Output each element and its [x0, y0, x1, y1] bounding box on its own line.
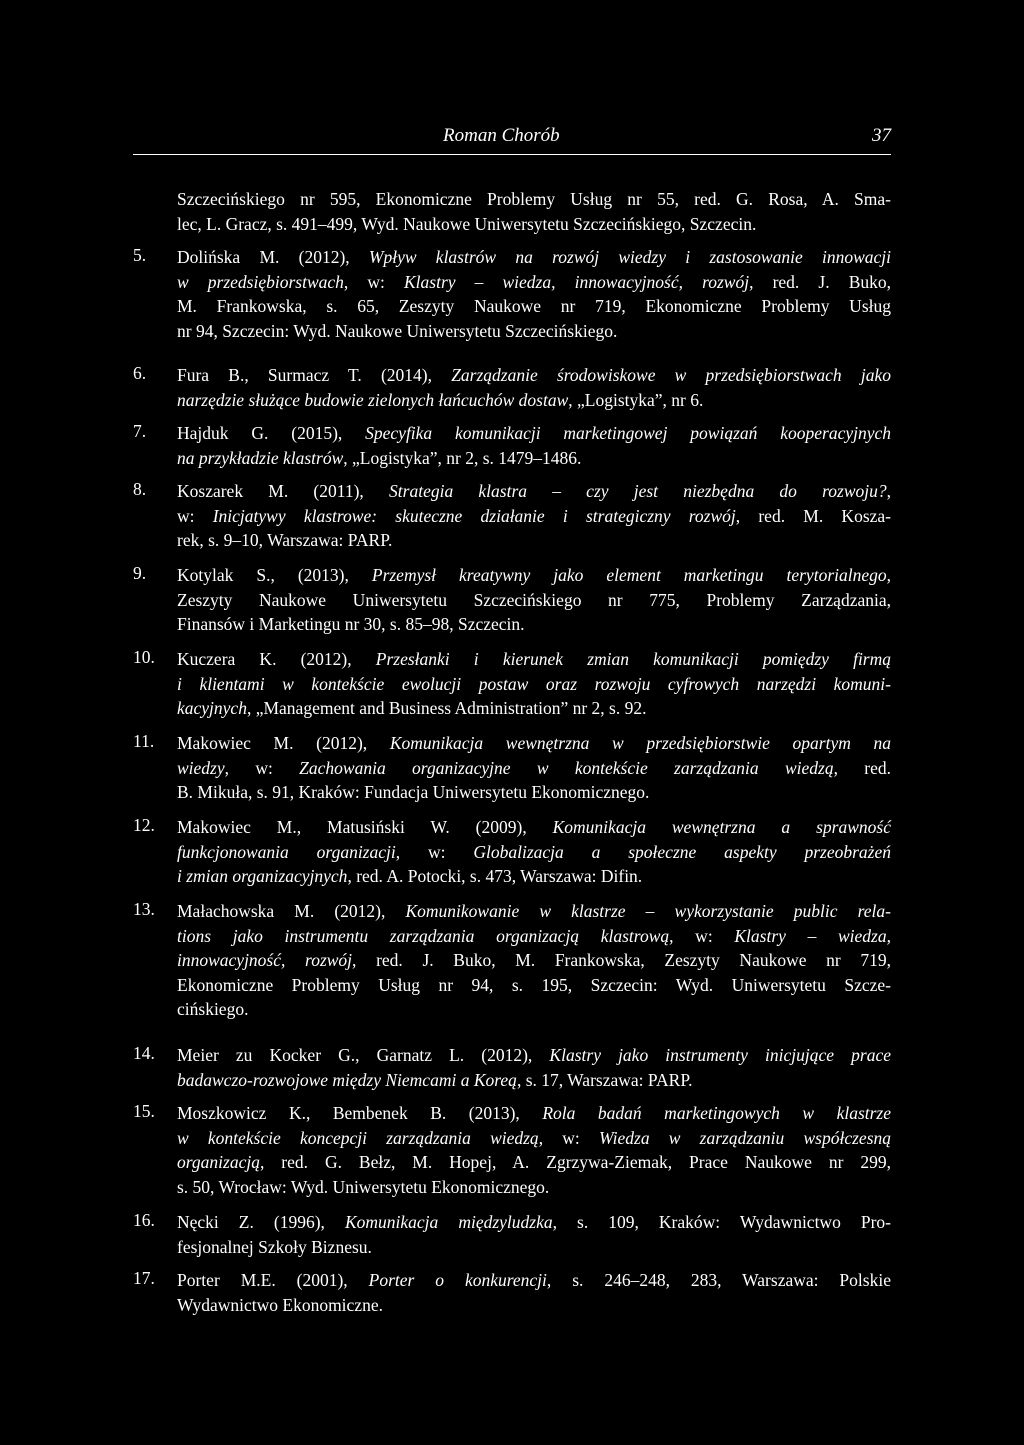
reference-plain-text: fesjonalnej Szkoły Biznesu. [177, 1236, 372, 1257]
reference-plain-text: , w: [669, 925, 735, 946]
reference-plain-text: , w: [395, 841, 474, 862]
reference-text [177, 187, 891, 236]
reference-title-text: funkcjonowania organizacji [177, 841, 396, 862]
reference-text [177, 899, 891, 1022]
reference-title-text: wiedzy [177, 757, 225, 778]
reference-title-text: Wiedza w zarządzaniu współczesną [599, 1127, 892, 1148]
reference-text [177, 363, 891, 412]
reference-line [177, 588, 891, 613]
reference-number: 8. [133, 479, 147, 499]
reference-title-text: badawczo-rozwojowe między Niemcami a Koreą [177, 1069, 517, 1090]
reference-line [177, 294, 891, 319]
reference-title-text: w kontekście koncepcji zarządzania wiedzą [177, 1127, 539, 1148]
reference-line [177, 1126, 891, 1151]
reference-text [177, 1268, 891, 1317]
reference-line [177, 421, 891, 446]
reference-plain-text: , s. 246–248, 283, Warszawa: Polskie [546, 1270, 891, 1290]
reference-line [177, 1293, 891, 1318]
reference-line [177, 563, 891, 588]
reference-text [177, 731, 891, 805]
reference-title-text: Porter o konkurencji [368, 1270, 547, 1290]
reference-line [177, 479, 891, 504]
reference-number: 7. [133, 421, 147, 441]
reference-number: 17. [133, 1268, 155, 1288]
reference-title-text: Zachowania organizacyjne w kontekście zarządzania wiedzą [299, 757, 834, 778]
reference-text [177, 647, 891, 721]
reference-line [177, 973, 891, 998]
reference-plain-text: Fura B., Surmacz T. (2014), [177, 365, 452, 385]
reference-line [177, 1175, 891, 1200]
reference-line [177, 504, 891, 529]
reference-plain-text: , [886, 481, 891, 501]
reference-plain-text: , w: [538, 1127, 600, 1148]
reference-title-text: na przykładzie klastrów [177, 447, 344, 468]
reference-title-text: i zmian organizacyjnych [177, 866, 348, 887]
running-header-author: Roman Chorób [443, 125, 560, 146]
reference-plain-text: , s. 109, Kraków: Wydawnictwo Pro- [552, 1212, 891, 1232]
reference-title-text: Przemysł kreatywny jako element marketingu terytorialnego [371, 565, 887, 585]
reference-title-text: i klientami w kontekście ewolucji postaw oraz rozwoju cyfrowych narzędzi komuni- [177, 673, 891, 694]
reference-title-text: w przedsiębiorstwach [177, 271, 344, 292]
reference-line [177, 446, 891, 471]
reference-line [177, 319, 891, 344]
reference-plain-text: cińskiego. [177, 999, 249, 1020]
reference-text [177, 815, 891, 889]
reference-line [177, 1235, 891, 1260]
reference-title-text: Globalizacja a społeczne aspekty przeobrażeń [473, 841, 891, 862]
reference-plain-text: , red. G. Bełz, M. Hopej, A. Zgrzywa-Ziemak, Prace Naukowe nr 299, [259, 1152, 891, 1173]
reference-line [177, 756, 891, 781]
reference-number: 15. [133, 1101, 155, 1121]
reference-plain-text: rek, s. 9–10, Warszawa: PARP. [177, 530, 393, 551]
reference-plain-text: Dolińska M. (2012), [177, 247, 369, 267]
reference-line [177, 647, 891, 672]
reference-line [177, 1068, 891, 1093]
reference-title-text: tions jako instrumentu zarządzania organizacją klastrową [177, 925, 670, 946]
reference-title-text: Komunikowanie w klastrze – wykorzystanie public rela- [405, 901, 891, 921]
reference-line [177, 997, 891, 1022]
reference-plain-text: , „Logistyka”, nr 2, s. 1479–1486. [343, 447, 582, 468]
reference-title-text: Wpływ klastrów na rozwój wiedzy i zastosowanie innowacji [368, 247, 891, 267]
reference-number: 10. [133, 647, 155, 667]
reference-number: 11. [133, 731, 155, 751]
reference-number: 6. [133, 363, 147, 383]
reference-title-text: Specyfika komunikacji marketingowej powiązań kooperacyjnych [365, 423, 892, 443]
reference-plain-text: Makowiec M. (2012), [177, 733, 390, 753]
reference-title-text: Klastry jako instrumenty inicjujące prace [549, 1045, 891, 1065]
reference-plain-text: , w: [343, 271, 404, 292]
reference-number: 16. [133, 1210, 155, 1230]
reference-plain-text: Małachowska M. (2012), [177, 901, 406, 921]
reference-plain-text: , red. J. Buko, M. Frankowska, Zeszyty Naukowe nr 719, [352, 950, 892, 971]
reference-line [177, 212, 891, 237]
reference-line [177, 731, 891, 756]
reference-line [177, 612, 891, 637]
reference-line [177, 363, 891, 388]
running-header [133, 124, 891, 155]
reference-line [177, 696, 891, 721]
reference-line [177, 528, 891, 553]
reference-plain-text: Nęcki Z. (1996), [177, 1212, 345, 1232]
reference-text [177, 479, 891, 553]
reference-plain-text: , red. A. Potocki, s. 473, Warszawa: Difin. [347, 866, 643, 887]
reference-plain-text: B. Mikuła, s. 91, Kraków: Fundacja Uniwersytetu Ekonomicznego. [177, 782, 650, 803]
reference-number: 13. [133, 899, 155, 919]
reference-text [177, 1043, 891, 1092]
reference-title-text: narzędzie służące budowie zielonych łańcuchów dostaw [177, 389, 569, 410]
reference-title-text: innowacyjność, rozwój [177, 950, 353, 971]
reference-plain-text: Porter M.E. (2001), [177, 1270, 369, 1290]
page-number: 37 [872, 125, 891, 146]
reference-line [177, 1150, 891, 1175]
reference-line [177, 672, 891, 697]
reference-plain-text: , w: [224, 757, 300, 778]
reference-line [177, 780, 891, 805]
reference-line [177, 270, 891, 295]
reference-plain-text: Kuczera K. (2012), [177, 649, 376, 669]
reference-title-text: Komunikacja wewnętrzna a sprawność [552, 817, 891, 837]
reference-line [177, 388, 891, 413]
reference-line [177, 1101, 891, 1126]
reference-plain-text: Ekonomiczne Problemy Usług nr 94, s. 195, Szczecin: Wyd. Uniwersytetu Szcze- [177, 974, 891, 995]
reference-plain-text: , red. [833, 757, 891, 778]
reference-title-text: Inicjatywy klastrowe: skuteczne działanie i strategiczny rozwój [212, 505, 736, 526]
reference-title-text: Klastry – wiedza, [734, 925, 891, 946]
reference-title-text: Komunikacja międzyludzka [344, 1212, 553, 1232]
reference-plain-text: , red. M. Kosza- [735, 505, 891, 526]
reference-plain-text: nr 94, Szczecin: Wyd. Naukowe Uniwersytetu Szczecińskiego. [177, 320, 618, 341]
reference-plain-text: , red. J. Buko, [749, 271, 891, 292]
reference-text [177, 1101, 891, 1199]
reference-line [177, 1043, 891, 1068]
reference-text [177, 1210, 891, 1259]
reference-line [177, 840, 891, 865]
reference-plain-text: Zeszyty Naukowe Uniwersytetu Szczecińskiego nr 775, Problemy Zarządzania, [177, 589, 891, 610]
reference-plain-text: lec, L. Gracz, s. 491–499, Wyd. Naukowe Uniwersytetu Szczecińskiego, Szczecin. [177, 213, 757, 234]
reference-line [177, 815, 891, 840]
reference-plain-text: Koszarek M. (2011), [177, 481, 390, 501]
reference-title-text: kacyjnych [177, 698, 247, 719]
reference-line [177, 187, 891, 212]
reference-text [177, 245, 891, 343]
reference-title-text: Rola badań marketingowych w klastrze [542, 1103, 892, 1123]
reference-plain-text: Kotylak S., (2013), [177, 565, 372, 585]
reference-number: 5. [133, 245, 147, 265]
reference-plain-text: Wydawnictwo Ekonomiczne. [177, 1294, 383, 1315]
reference-title-text: Przesłanki i kierunek zmian komunikacji pomiędzy firmą [375, 649, 892, 669]
reference-plain-text: Moszkowicz K., Bembenek B. (2013), [177, 1103, 543, 1123]
reference-number: 12. [133, 815, 155, 835]
reference-line [177, 1268, 891, 1293]
reference-plain-text: , s. 17, Warszawa: PARP. [516, 1069, 693, 1090]
reference-title-text: Strategia klastra – czy jest niezbędna do rozwoju? [389, 481, 887, 501]
reference-plain-text: Makowiec M., Matusiński W. (2009), [177, 817, 553, 837]
reference-plain-text: , [886, 565, 891, 585]
reference-line [177, 924, 891, 949]
reference-text [177, 421, 891, 470]
reference-line [177, 948, 891, 973]
reference-plain-text: Szczecińskiego nr 595, Ekonomiczne Problemy Usług nr 55, red. G. Rosa, A. Sma- [177, 189, 891, 209]
reference-line [177, 245, 891, 270]
reference-plain-text: w: [177, 505, 213, 526]
reference-title-text: Zarządzanie środowiskowe w przedsiębiorstwach jako [451, 365, 891, 385]
reference-plain-text: , „Logistyka”, nr 6. [568, 389, 704, 410]
reference-title-text: Komunikacja wewnętrzna w przedsiębiorstwie opartym na [389, 733, 892, 753]
reference-title-text: organizacją [177, 1152, 260, 1173]
reference-title-text: Klastry – wiedza, innowacyjność, rozwój [404, 271, 750, 292]
reference-text [177, 563, 891, 637]
reference-plain-text: Finansów i Marketingu nr 30, s. 85–98, Szczecin. [177, 614, 525, 635]
reference-plain-text: M. Frankowska, s. 65, Zeszyty Naukowe nr 719, Ekonomiczne Problemy Usług [177, 296, 891, 317]
reference-line [177, 899, 891, 924]
reference-number: 14. [133, 1043, 155, 1063]
reference-line [177, 1210, 891, 1235]
reference-plain-text: , „Management and Business Administration” nr 2, s. 92. [246, 698, 647, 719]
reference-plain-text: s. 50, Wrocław: Wyd. Uniwersytetu Ekonomicznego. [177, 1176, 550, 1197]
reference-plain-text: Meier zu Kocker G., Garnatz L. (2012), [177, 1045, 550, 1065]
reference-plain-text: Hajduk G. (2015), [177, 423, 366, 443]
reference-number: 9. [133, 563, 147, 583]
reference-line [177, 864, 891, 889]
